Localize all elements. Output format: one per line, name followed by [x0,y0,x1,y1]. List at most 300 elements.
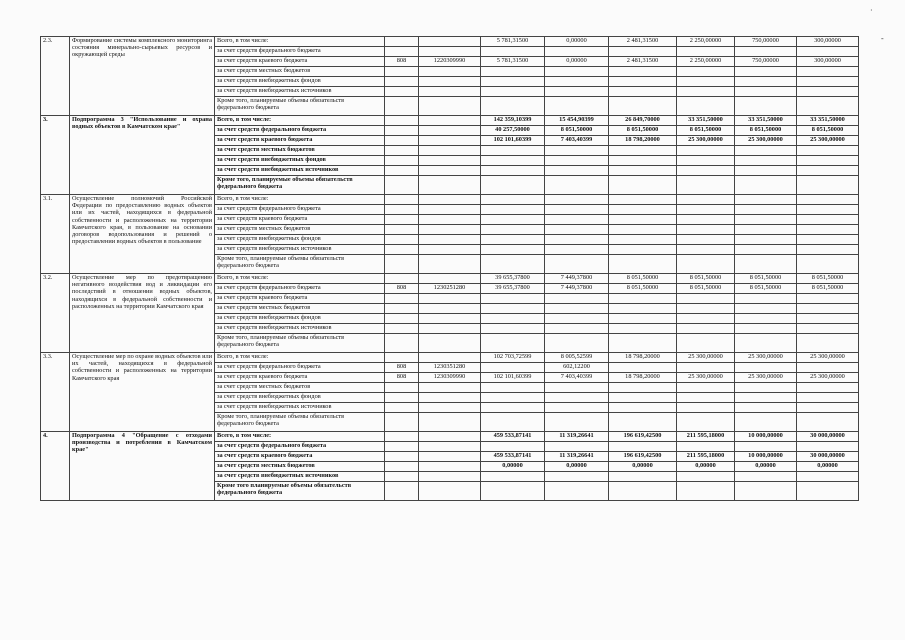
amount-cell [545,334,609,353]
funding-source: Кроме того, планируемые объемы обязательств федерального бюджета [215,413,385,432]
amount-cell [545,176,609,195]
grbs-code [385,235,419,245]
amount-cell [481,255,545,274]
amount-cell: 8 051,50000 [797,284,859,294]
amount-cell [481,205,545,215]
kbk-code [419,205,481,215]
amount-cell: 8 051,50000 [609,126,677,136]
amount-cell [609,156,677,166]
amount-cell [797,363,859,373]
kbk-code [419,156,481,166]
amount-cell: 10 000,00000 [735,432,797,442]
amount-cell [481,195,545,205]
table-row [41,116,859,126]
amount-cell [545,413,609,432]
funding-source: Всего, в том числе: [215,353,385,363]
funding-source: за счет средств внебюджетных фондов [215,393,385,403]
amount-cell [481,245,545,255]
amount-cell [797,47,859,57]
amount-cell [545,215,609,225]
amount-cell: 25 300,00000 [677,353,735,363]
amount-cell: 11 319,26641 [545,452,609,462]
amount-cell [545,294,609,304]
amount-cell: 211 595,18000 [677,432,735,442]
amount-cell: 0,00000 [735,462,797,472]
amount-cell [609,472,677,482]
amount-cell [609,363,677,373]
grbs-code [385,482,419,501]
amount-cell: 211 595,18000 [677,452,735,462]
amount-cell: 0,00000 [609,462,677,472]
table-row [41,37,859,47]
amount-cell: 15 454,90399 [545,116,609,126]
amount-cell [677,413,735,432]
amount-cell: 102 703,72599 [481,353,545,363]
grbs-code [385,462,419,472]
funding-source: за счет средств внебюджетных фондов [215,156,385,166]
kbk-code [419,97,481,116]
amount-cell [677,146,735,156]
amount-cell [481,472,545,482]
amount-cell [481,413,545,432]
kbk-code [419,87,481,97]
funding-source: за счет средств федерального бюджета [215,126,385,136]
grbs-code [385,413,419,432]
grbs-code [385,176,419,195]
item-number: 3.1. [41,195,70,274]
amount-cell [797,225,859,235]
amount-cell [545,245,609,255]
amount-cell [609,314,677,324]
amount-cell [677,166,735,176]
amount-cell [609,47,677,57]
item-name: Подпрограмма 4 "Обращение с отходами производства и потребления в Камчатском крае" [70,432,215,501]
grbs-code [385,146,419,156]
funding-source: Всего, в том числе: [215,116,385,126]
grbs-code [385,383,419,393]
funding-source: за счет средств внебюджетных источников [215,166,385,176]
kbk-code [419,393,481,403]
amount-cell [545,472,609,482]
amount-cell [677,324,735,334]
amount-cell [545,97,609,116]
amount-cell [609,176,677,195]
amount-cell [735,314,797,324]
amount-cell [797,215,859,225]
grbs-code: 808 [385,363,419,373]
funding-source: за счет средств федерального бюджета [215,284,385,294]
amount-cell [797,255,859,274]
grbs-code [385,166,419,176]
amount-cell: 25 300,00000 [735,136,797,146]
grbs-code [385,472,419,482]
kbk-code [419,324,481,334]
grbs-code [385,324,419,334]
amount-cell [545,156,609,166]
amount-cell [609,334,677,353]
kbk-code [419,136,481,146]
amount-cell [797,245,859,255]
amount-cell: 459 533,87141 [481,452,545,462]
amount-cell [609,403,677,413]
amount-cell [609,482,677,501]
funding-source: за счет средств краевого бюджета [215,294,385,304]
amount-cell [735,47,797,57]
amount-cell: 25 300,00000 [677,373,735,383]
amount-cell [545,195,609,205]
amount-cell [677,205,735,215]
amount-cell: 7 403,40399 [545,373,609,383]
kbk-code [419,472,481,482]
amount-cell [677,215,735,225]
amount-cell [481,383,545,393]
amount-cell [481,403,545,413]
amount-cell: 18 798,20000 [609,136,677,146]
amount-cell [609,146,677,156]
amount-cell [609,205,677,215]
grbs-code: 808 [385,284,419,294]
amount-cell [735,442,797,452]
amount-cell [481,87,545,97]
amount-cell: 8 051,50000 [545,126,609,136]
amount-cell [735,413,797,432]
amount-cell [545,314,609,324]
kbk-code [419,116,481,126]
amount-cell [609,304,677,314]
amount-cell: 300,00000 [797,37,859,47]
amount-cell [735,393,797,403]
amount-cell: 11 319,26641 [545,432,609,442]
amount-cell [797,403,859,413]
funding-source: за счет средств федерального бюджета [215,205,385,215]
amount-cell [735,67,797,77]
kbk-code [419,166,481,176]
amount-cell [481,334,545,353]
amount-cell [609,235,677,245]
amount-cell: 750,00000 [735,57,797,67]
amount-cell: 7 449,37800 [545,284,609,294]
amount-cell [797,314,859,324]
amount-cell: 8 051,50000 [609,284,677,294]
kbk-code [419,353,481,363]
amount-cell [735,334,797,353]
amount-cell [481,97,545,116]
funding-source: за счет средств федерального бюджета [215,47,385,57]
amount-cell: 25 300,00000 [797,373,859,383]
amount-cell [481,363,545,373]
amount-cell: 459 533,87141 [481,432,545,442]
amount-cell [735,482,797,501]
amount-cell [481,442,545,452]
grbs-code [385,294,419,304]
amount-cell: 602,12200 [545,363,609,373]
amount-cell [481,156,545,166]
grbs-code [385,215,419,225]
amount-cell: 25 300,00000 [735,353,797,363]
amount-cell: 18 798,20000 [609,353,677,363]
amount-cell [481,67,545,77]
amount-cell: 25 300,00000 [797,136,859,146]
amount-cell [735,255,797,274]
amount-cell [677,383,735,393]
funding-source: Кроме того, планируемые объемы обязательств федерального бюджета [215,255,385,274]
amount-cell [735,146,797,156]
amount-cell [481,324,545,334]
amount-cell [735,166,797,176]
funding-source: Кроме того планируемые объемы обязательств федерального бюджета [215,482,385,501]
amount-cell [677,294,735,304]
amount-cell [797,146,859,156]
funding-source: за счет средств федерального бюджета [215,363,385,373]
amount-cell: 33 351,50000 [677,116,735,126]
amount-cell: 33 351,50000 [797,116,859,126]
amount-cell: 196 619,42500 [609,432,677,442]
amount-cell [609,87,677,97]
amount-cell: 26 849,70000 [609,116,677,126]
grbs-code [385,314,419,324]
amount-cell [545,225,609,235]
funding-source: за счет средств федерального бюджета [215,442,385,452]
grbs-code [385,255,419,274]
amount-cell: 196 619,42500 [609,452,677,462]
item-number: 4. [41,432,70,501]
grbs-code [385,156,419,166]
amount-cell [797,176,859,195]
funding-source: за счет средств местных бюджетов [215,304,385,314]
amount-cell: 40 257,50000 [481,126,545,136]
funding-source: за счет средств местных бюджетов [215,146,385,156]
kbk-code [419,176,481,195]
amount-cell [677,67,735,77]
amount-cell: 10 000,00000 [735,452,797,462]
kbk-code [419,255,481,274]
kbk-code [419,462,481,472]
funding-source: Всего, в том числе: [215,37,385,47]
kbk-code [419,314,481,324]
amount-cell [677,304,735,314]
amount-cell [677,225,735,235]
funding-source: за счет средств местных бюджетов [215,462,385,472]
kbk-code [419,235,481,245]
amount-cell: 8 051,50000 [677,126,735,136]
amount-cell: 30 000,00000 [797,432,859,442]
amount-cell [609,67,677,77]
grbs-code [385,334,419,353]
funding-source: за счет средств внебюджетных фондов [215,77,385,87]
amount-cell [677,255,735,274]
amount-cell [677,97,735,116]
amount-cell [609,225,677,235]
amount-cell [609,393,677,403]
amount-cell [735,215,797,225]
amount-cell [735,363,797,373]
amount-cell [609,215,677,225]
amount-cell: 102 101,60399 [481,136,545,146]
funding-source: за счет средств внебюджетных источников [215,403,385,413]
amount-cell [545,166,609,176]
funding-source: за счет средств внебюджетных источников [215,472,385,482]
amount-cell [797,442,859,452]
amount-cell [481,176,545,195]
amount-cell [677,156,735,166]
amount-cell: 0,00000 [545,57,609,67]
funding-source: за счет средств внебюджетных фондов [215,235,385,245]
grbs-code [385,87,419,97]
amount-cell [797,393,859,403]
amount-cell [677,482,735,501]
grbs-code [385,77,419,87]
amount-cell: 8 051,50000 [677,284,735,294]
kbk-code: 1230251280 [419,284,481,294]
kbk-code [419,47,481,57]
grbs-code [385,245,419,255]
amount-cell [735,403,797,413]
amount-cell: 0,00000 [797,462,859,472]
amount-cell [735,235,797,245]
kbk-code [419,482,481,501]
amount-cell [735,205,797,215]
amount-cell: 39 655,37800 [481,274,545,284]
amount-cell [481,146,545,156]
kbk-code [419,383,481,393]
kbk-code [419,126,481,136]
grbs-code [385,442,419,452]
amount-cell: 2 481,31500 [609,57,677,67]
grbs-code: 808 [385,373,419,383]
amount-cell: 0,00000 [545,37,609,47]
funding-source: Всего, в том числе: [215,195,385,205]
amount-cell [481,215,545,225]
amount-cell [797,97,859,116]
grbs-code [385,67,419,77]
kbk-code [419,304,481,314]
grbs-code [385,452,419,462]
amount-cell: 2 250,00000 [677,57,735,67]
amount-cell [481,77,545,87]
amount-cell: 8 051,50000 [735,284,797,294]
corner-mark: · [870,6,873,15]
item-name: Подпрограмма 3 "Использование и охрана водных объектов в Камчатском крае" [70,116,215,195]
funding-source: Кроме того, планируемые объемы обязательств федерального бюджета [215,334,385,353]
funding-source: за счет средств местных бюджетов [215,67,385,77]
amount-cell [609,77,677,87]
amount-cell [545,403,609,413]
funding-source: за счет средств внебюджетных фондов [215,314,385,324]
funding-source: за счет средств местных бюджетов [215,225,385,235]
amount-cell [677,403,735,413]
amount-cell: 25 300,00000 [677,136,735,146]
amount-cell: 7 403,40399 [545,136,609,146]
kbk-code [419,403,481,413]
amount-cell [677,442,735,452]
amount-cell [609,245,677,255]
amount-cell [677,176,735,195]
amount-cell [677,363,735,373]
funding-source: за счет средств краевого бюджета [215,373,385,383]
grbs-code [385,304,419,314]
amount-cell [735,245,797,255]
item-name: Осуществление полномочий Российской Федерации по предоставлению водных объектов или их частей, находящихся в федеральной собственности и расположенных на территории Камчатского края, в пользование на основании договоров водопользования и решений о предоставлении водных объектов в пользование [70,195,215,274]
grbs-code [385,97,419,116]
amount-cell: 5 781,31500 [481,37,545,47]
amount-cell [677,235,735,245]
amount-cell: 2 250,00000 [677,37,735,47]
item-number: 3. [41,116,70,195]
amount-cell: 750,00000 [735,37,797,47]
kbk-code [419,432,481,442]
table-row [41,195,859,205]
kbk-code [419,195,481,205]
funding-source: за счет средств внебюджетных источников [215,245,385,255]
table-row [41,274,859,284]
amount-cell [609,97,677,116]
amount-cell: 8 051,50000 [735,274,797,284]
amount-cell [609,166,677,176]
amount-cell [545,393,609,403]
amount-cell [677,245,735,255]
amount-cell [797,482,859,501]
grbs-code [385,37,419,47]
grbs-code [385,47,419,57]
amount-cell [735,383,797,393]
amount-cell: 8 051,50000 [609,274,677,284]
grbs-code [385,205,419,215]
amount-cell [677,77,735,87]
amount-cell: 39 655,37800 [481,284,545,294]
amount-cell: 142 359,10399 [481,116,545,126]
amount-cell: 300,00000 [797,57,859,67]
amount-cell [609,442,677,452]
budget-table-body [41,37,859,501]
amount-cell [735,324,797,334]
table-row [41,432,859,442]
kbk-code: 1230351280 [419,363,481,373]
amount-cell [735,472,797,482]
amount-cell: 25 300,00000 [797,353,859,363]
amount-cell [797,87,859,97]
grbs-code [385,225,419,235]
amount-cell [545,383,609,393]
amount-cell [735,304,797,314]
funding-source: за счет средств краевого бюджета [215,57,385,67]
amount-cell [545,67,609,77]
amount-cell [545,77,609,87]
amount-cell [797,383,859,393]
funding-source: Всего, в том числе: [215,432,385,442]
grbs-code [385,195,419,205]
table-row [41,353,859,363]
amount-cell [481,314,545,324]
amount-cell: 30 000,00000 [797,452,859,462]
margin-dash: - [881,34,884,43]
amount-cell [609,324,677,334]
amount-cell: 102 101,60399 [481,373,545,383]
amount-cell [545,442,609,452]
kbk-code [419,37,481,47]
kbk-code: 1230309990 [419,373,481,383]
amount-cell [545,304,609,314]
item-number: 3.3. [41,353,70,432]
amount-cell: 8 005,52599 [545,353,609,363]
amount-cell [735,294,797,304]
amount-cell [797,304,859,314]
grbs-code: 808 [385,57,419,67]
funding-source: за счет средств краевого бюджета [215,215,385,225]
amount-cell: 7 449,37800 [545,274,609,284]
amount-cell: 33 351,50000 [735,116,797,126]
amount-cell [677,47,735,57]
amount-cell [797,195,859,205]
